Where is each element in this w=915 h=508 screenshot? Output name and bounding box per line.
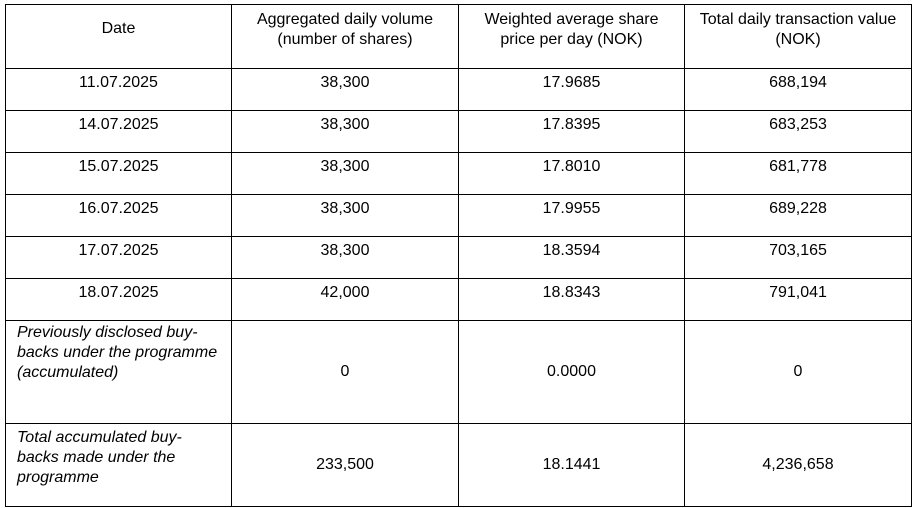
cell-price: 18.8343 bbox=[459, 279, 685, 321]
cell-value: 681,778 bbox=[685, 153, 912, 195]
table-header-row bbox=[6, 5, 912, 69]
table-row bbox=[6, 153, 912, 195]
cell-date: 16.07.2025 bbox=[6, 195, 232, 237]
previously-disclosed-volume: 0 bbox=[232, 321, 459, 424]
cell-date: 11.07.2025 bbox=[6, 69, 232, 111]
cell-volume: 38,300 bbox=[232, 69, 459, 111]
total-accumulated-volume: 233,500 bbox=[232, 424, 459, 507]
previously-disclosed-price: 0.0000 bbox=[459, 321, 685, 424]
cell-price: 17.8010 bbox=[459, 153, 685, 195]
total-accumulated-price: 18.1441 bbox=[459, 424, 685, 507]
cell-value: 683,253 bbox=[685, 111, 912, 153]
cell-value: 689,228 bbox=[685, 195, 912, 237]
cell-volume: 42,000 bbox=[232, 279, 459, 321]
buyback-transactions-table bbox=[5, 4, 912, 507]
table-row bbox=[6, 195, 912, 237]
cell-price: 17.8395 bbox=[459, 111, 685, 153]
table-row bbox=[6, 279, 912, 321]
table-row bbox=[6, 237, 912, 279]
cell-volume: 38,300 bbox=[232, 237, 459, 279]
total-accumulated-value: 4,236,658 bbox=[685, 424, 912, 507]
cell-value: 791,041 bbox=[685, 279, 912, 321]
cell-date: 17.07.2025 bbox=[6, 237, 232, 279]
cell-volume: 38,300 bbox=[232, 153, 459, 195]
previously-disclosed-label: Previously disclosed buy-backs under the programme (accumulated) bbox=[6, 321, 232, 424]
header-volume: Aggregated daily volume (number of shares) bbox=[232, 5, 459, 69]
cell-date: 14.07.2025 bbox=[6, 111, 232, 153]
previously-disclosed-value: 0 bbox=[685, 321, 912, 424]
cell-volume: 38,300 bbox=[232, 111, 459, 153]
table-row bbox=[6, 111, 912, 153]
previously-disclosed-row bbox=[6, 321, 912, 424]
header-date: Date bbox=[6, 5, 232, 69]
header-value: Total daily transaction value (NOK) bbox=[685, 5, 912, 69]
cell-price: 17.9685 bbox=[459, 69, 685, 111]
cell-volume: 38,300 bbox=[232, 195, 459, 237]
cell-value: 703,165 bbox=[685, 237, 912, 279]
header-price: Weighted average share price per day (NOK) bbox=[459, 5, 685, 69]
total-accumulated-label: Total accumulated buy-backs made under the programme bbox=[6, 424, 232, 507]
table-row bbox=[6, 69, 912, 111]
cell-date: 18.07.2025 bbox=[6, 279, 232, 321]
cell-price: 17.9955 bbox=[459, 195, 685, 237]
cell-value: 688,194 bbox=[685, 69, 912, 111]
cell-price: 18.3594 bbox=[459, 237, 685, 279]
cell-date: 15.07.2025 bbox=[6, 153, 232, 195]
total-accumulated-row bbox=[6, 424, 912, 507]
